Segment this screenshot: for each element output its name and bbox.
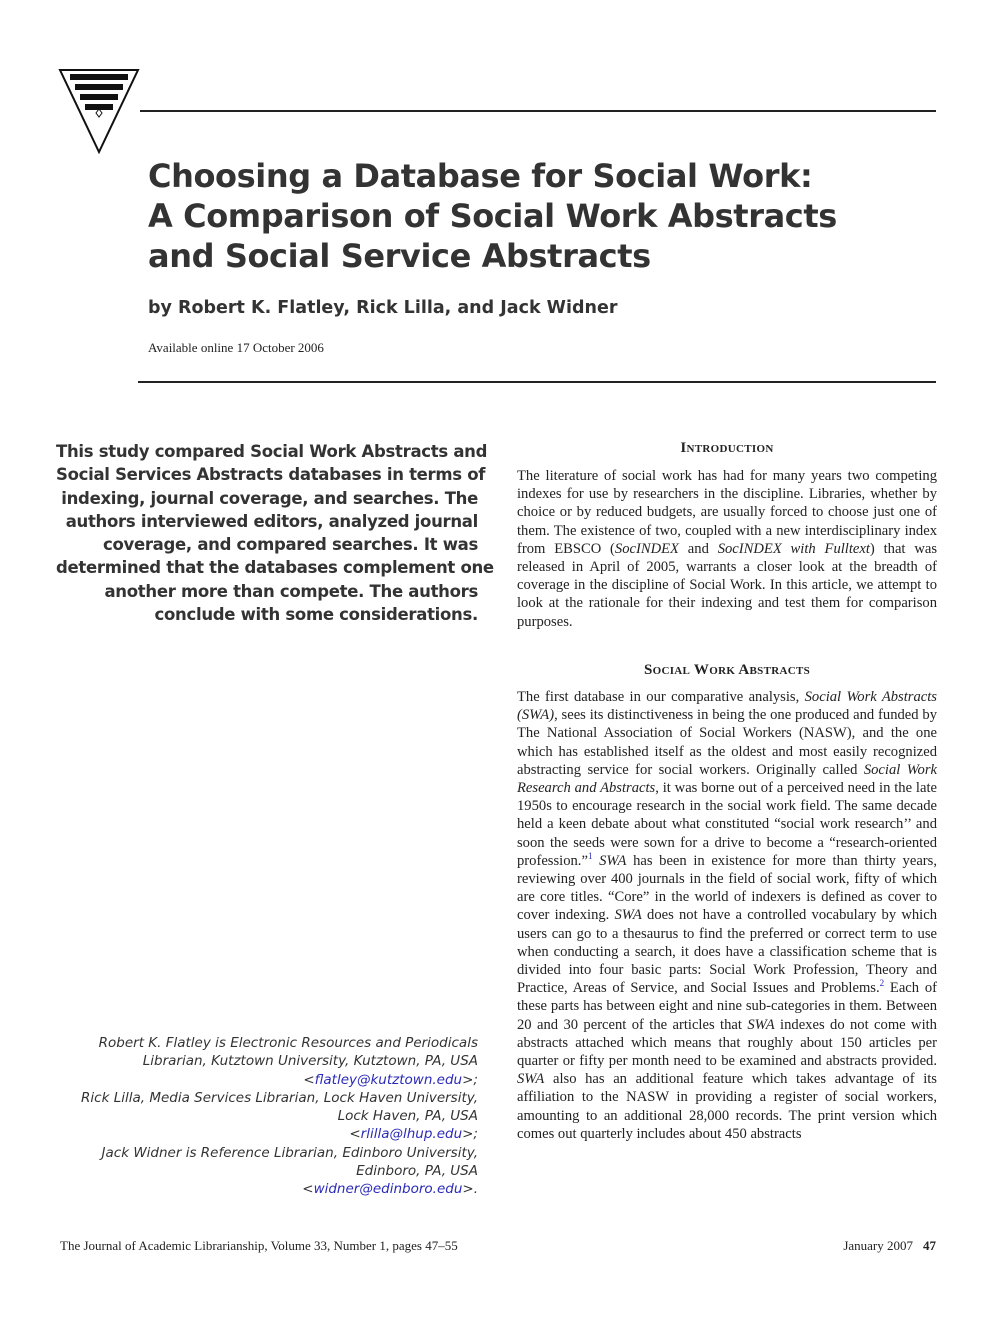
bio-line: Edinboro, PA, USA — [356, 1163, 478, 1180]
available-online-date: Available online 17 October 2006 — [148, 340, 324, 355]
bio-line: Jack Widner is Reference Librarian, Edinboro University, — [101, 1144, 478, 1161]
abstract-line: another more than compete. The authors — [104, 581, 478, 601]
email-link-lilla[interactable]: rlilla@lhup.edu — [360, 1126, 463, 1143]
email-link-widner[interactable]: widner@edinboro.edu — [313, 1181, 463, 1198]
article-title — [148, 156, 908, 276]
author-affiliations — [56, 1034, 478, 1199]
swa-heading: Social Work Abstracts — [643, 662, 811, 678]
footnote-ref[interactable]: 2 — [879, 978, 885, 989]
swa-body — [517, 688, 937, 1143]
footnote-ref[interactable]: 1 — [587, 850, 593, 861]
abstract-line: This study compared Social Work Abstracts and — [56, 442, 488, 461]
email-line: <widner@edinboro.edu>. — [302, 1181, 478, 1198]
title-line: Choosing a Database for Social Work: — [148, 157, 813, 195]
footer-date-page — [843, 1238, 936, 1254]
abstract-line: authors interviewed editors, analyzed journal — [65, 511, 478, 531]
issue-date: January 2007 — [843, 1238, 913, 1253]
journal-citation: The Journal of Academic Librarianship, Volume 33, Number 1, pages 47–55 — [60, 1238, 458, 1253]
header-rule — [138, 381, 936, 383]
bio-line: Librarian, Kutztown University, Kutztown, PA, USA — [142, 1053, 478, 1070]
introduction-body — [517, 467, 937, 631]
bio-line: Rick Lilla, Media Services Librarian, Lock Haven University, — [81, 1089, 478, 1106]
abstract — [56, 440, 494, 626]
top-rule — [140, 110, 936, 112]
introduction-heading: Introduction — [680, 440, 774, 456]
email-line: <flatley@kutztown.edu>; — [303, 1071, 478, 1088]
page-number: 47 — [923, 1238, 936, 1253]
abstract-line: determined that the databases complement one — [56, 558, 494, 578]
introduction-paragraph: The literature of social work has had for many years two competing indexes for use by researchers in the discipline. Libraries, whether by choice or by reduced budgets, are usually forced to choose just one of them. The existence of two, coupled with a new interdisciplinary index from EBSCO (SocINDEX and SocINDEX with Fulltext) that was released in April of 2005, warrants a closer look at the breadth of coverage in the discipline of Social Work. In this article, we attempt to look at the rationale for their indexing and test them for comparison purposes. — [517, 468, 938, 630]
title-line: A Comparison of Social Work Abstracts — [148, 197, 837, 235]
abstract-line: conclude with some considerations. — [154, 605, 478, 625]
bio-line: Lock Haven, PA, USA — [337, 1108, 478, 1125]
abstract-line: Social Services Abstracts databases in terms of — [56, 465, 486, 485]
author-byline: by Robert K. Flatley, Rick Lilla, and Jack Widner — [148, 298, 618, 318]
swa-paragraph: The first database in our comparative analysis, Social Work Abstracts (SWA), sees its distinctiveness in being the one produced and funded by The National Association of Social Workers (NASW), and the one which has established itself as the oldest and most easily recognized abstracting service for social workers. Originally called Social Work Research and Abstracts, it was borne out of a perceived need in the late 1950s to encourage research in the social work field. The same decade held a keen debate about what constituted “social work research’’ and soon the seeds were sown for a drive to become a “research-oriented profession.”$^1$ SWA has been in existence for more than thirty years, reviewing over 400 journals in the field of social work, fifty of which are core titles. “Core” in the world of indexers is defined as cover to cover indexing. SWA does not have a controlled vocabulary by which users can go to a thesaurus to find the preferred or correct term to use when conducting a search, it does have a classification scheme that is divided into four basic parts: Social Work Profession, Theory and Practice, Areas of Service, and Social Issues and Problems.$^2$ Each of these parts has between eight and nine sub-categories in them. Between 20 and 30 percent of the articles that SWA indexes do not come with abstracts attached which means that roughly about 150 articles per quarter or fifty per month need to be examined and abstracts provided. SWA also has an additional feature which takes advantage of its affiliation to the NASW in providing a register of social workers, amounting to an additional 28,000 records. The print version which comes out quarterly includes about 450 abstracts — [517, 689, 937, 1142]
title-line: and Social Service Abstracts — [148, 237, 651, 275]
bio-line: Robert K. Flatley is Electronic Resources and Periodicals — [98, 1035, 478, 1051]
journal-logo-icon — [58, 68, 140, 154]
abstract-line: coverage, and compared searches. It was — [102, 535, 478, 555]
abstract-line: indexing, journal coverage, and searches. The — [61, 488, 478, 508]
email-link-flatley[interactable]: flatley@kutztown.edu — [314, 1071, 463, 1088]
email-line: <rlilla@lhup.edu>; — [349, 1126, 478, 1143]
